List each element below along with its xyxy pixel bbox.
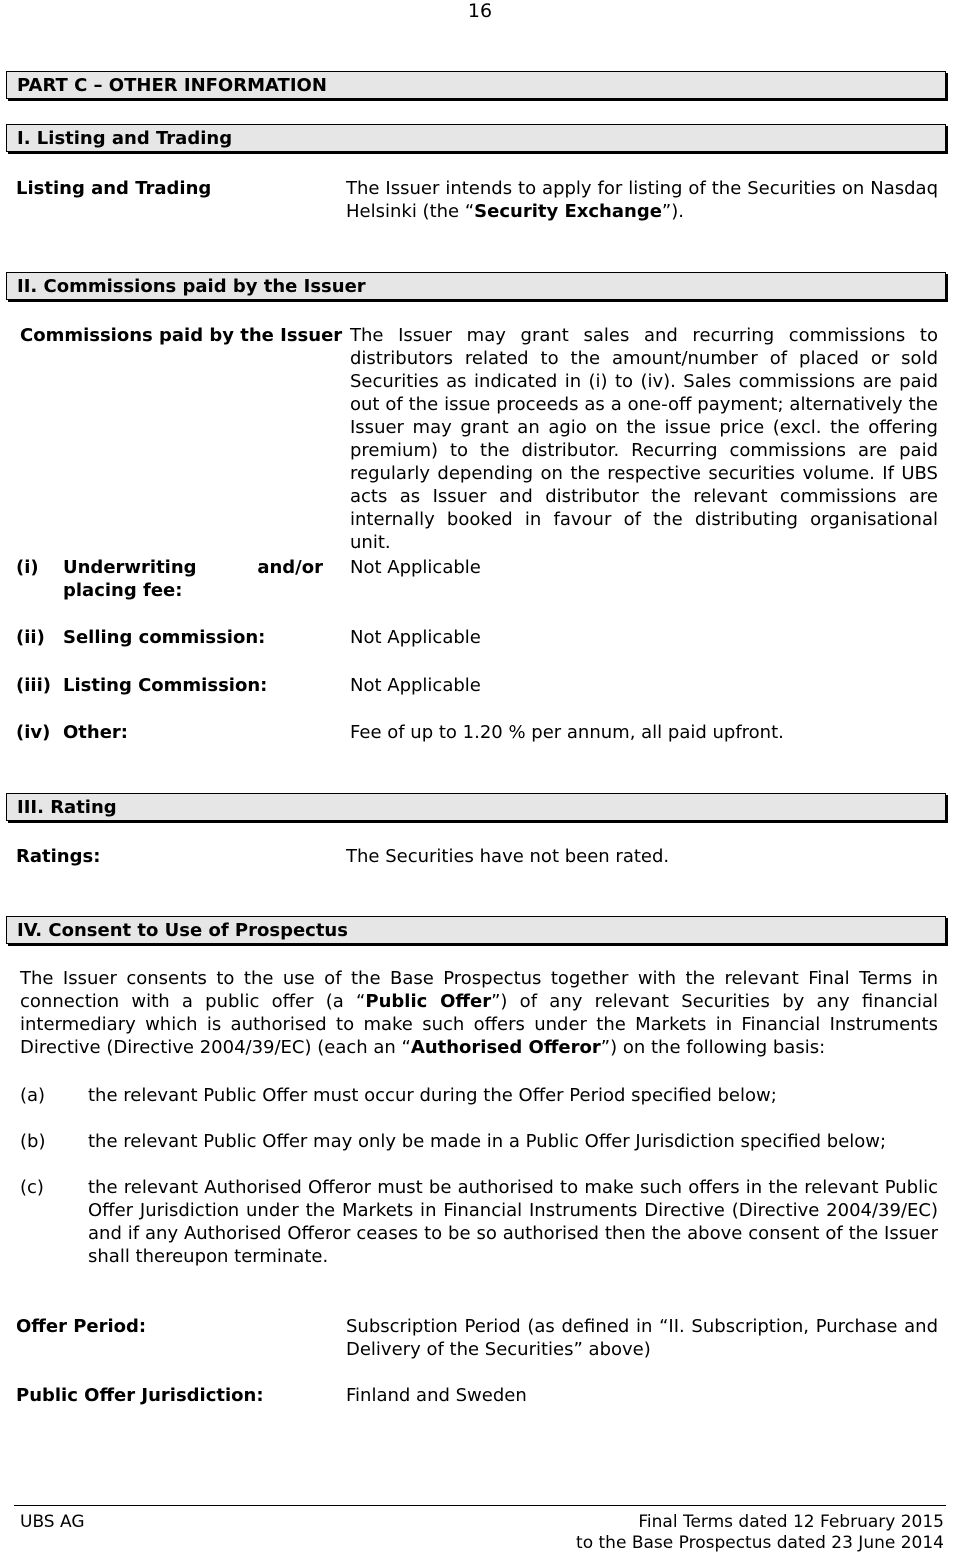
consent-intro [20, 967, 938, 1059]
section-heading-consent: IV. Consent to Use of Prospectus [17, 920, 348, 941]
authorised-offeror-term: Authorised Offeror [410, 1037, 601, 1058]
commission-item-value: Not Applicable [350, 627, 481, 648]
commission-item-num: (iii) [16, 675, 51, 696]
consent-intro-text: The Issuer consents to the use of the Base Prospectus together with the relevant Final Terms in connection with a public offer (a “ [20, 968, 938, 1012]
footer-divider [14, 1505, 946, 1506]
commissions-label: Commissions paid by the Issuer [20, 325, 343, 346]
commission-item-num: (iv) [16, 722, 51, 743]
footer-final-terms-date: Final Terms dated 12 February 2015 [638, 1512, 944, 1532]
commission-item-label [63, 556, 323, 602]
section-heading-listing: I. Listing and Trading [17, 128, 233, 149]
commission-item-value: Fee of up to 1.20 % per annum, all paid upfront. [350, 722, 784, 743]
commission-item-value: Not Applicable [350, 675, 481, 696]
commission-item-num: (i) [16, 557, 39, 578]
placing-fee-label: placing fee: [63, 580, 183, 601]
public-offer-term: Public Offer [365, 991, 492, 1012]
section-heading-band-consent [6, 916, 946, 944]
commission-item-label: Selling commission: [63, 627, 266, 648]
consent-intro-text: ”) of any relevant Securities by any financial intermediary which is authorised to make such offers under the Markets in Financial Instruments Directive (Directive 2004/39/EC) (each an “ [20, 991, 938, 1058]
section-heading-commissions: II. Commissions paid by the Issuer [17, 276, 366, 297]
listing-value [346, 177, 938, 223]
jurisdiction-value: Finland and Sweden [346, 1385, 527, 1406]
condition-text: the relevant Authorised Offeror must be authorised to make such offers in the relevant Public Offer Jurisdiction under the Markets in Financial Instruments Directive (Directive 2004/39/EC) and if any Authorised Offeror ceases to be so authorised then the above consent of the Issuer shall thereupon terminate. [88, 1177, 938, 1267]
listing-value-end: ”). [661, 201, 684, 222]
offer-period-value: Subscription Period (as defined in “II. Subscription, Purchase and Delivery of the Securities” above) [346, 1316, 938, 1360]
footer-issuer: UBS AG [20, 1512, 85, 1532]
section-heading-rating: III. Rating [17, 797, 117, 818]
and-or-label: and/or [257, 557, 323, 578]
section-heading-band-rating [6, 793, 946, 821]
footer-base-prospectus-date: to the Base Prospectus dated 23 June 2014 [576, 1533, 944, 1553]
condition-text: the relevant Public Offer must occur during the Offer Period specified below; [88, 1085, 777, 1106]
jurisdiction-label: Public Offer Jurisdiction: [16, 1385, 264, 1406]
part-heading: PART C – OTHER INFORMATION [17, 75, 327, 96]
listing-value-bold: Security Exchange [474, 201, 662, 222]
condition-text: the relevant Public Offer may only be made in a Public Offer Jurisdiction specified below; [88, 1131, 887, 1152]
section-heading-band-commissions [6, 272, 946, 300]
offer-period-label: Offer Period: [16, 1316, 147, 1337]
rating-label: Ratings: [16, 846, 101, 867]
listing-label: Listing and Trading [16, 178, 212, 199]
footer-final-terms [576, 1512, 944, 1554]
section-heading-band-listing [6, 124, 946, 152]
page-number: 16 [467, 0, 493, 22]
commission-item-num: (ii) [16, 627, 45, 648]
rating-value: The Securities have not been rated. [346, 846, 670, 867]
commissions-description: The Issuer may grant sales and recurring commissions to distributors related to the amount/number of placed or sold Securities as indicated in (i) to (iv). Sales commissions are paid out of the issue proceeds as a one-off payment; alternatively the Issuer may grant an agio on the issue price (excl. the offering premium) to the distributor. Recurring commissions are paid regularly depending on the respective securities volume. If UBS acts as Issuer and distributor the relevant commissions are internally booked in favour of the distributing organisational unit. [350, 325, 938, 553]
condition-num: (a) [20, 1085, 46, 1106]
commission-item-value: Not Applicable [350, 557, 481, 578]
listing-value-text: The Issuer intends to apply for listing of the Securities on Nasdaq Helsinki (the “ [346, 178, 938, 222]
underwriting-label: Underwriting [63, 557, 197, 578]
part-heading-band [6, 71, 946, 99]
condition-num: (b) [20, 1131, 46, 1152]
commission-item-label: Listing Commission: [63, 675, 268, 696]
consent-intro-text: ”) on the following basis: [600, 1037, 826, 1058]
commission-item-label: Other: [63, 722, 129, 743]
condition-num: (c) [20, 1177, 44, 1198]
